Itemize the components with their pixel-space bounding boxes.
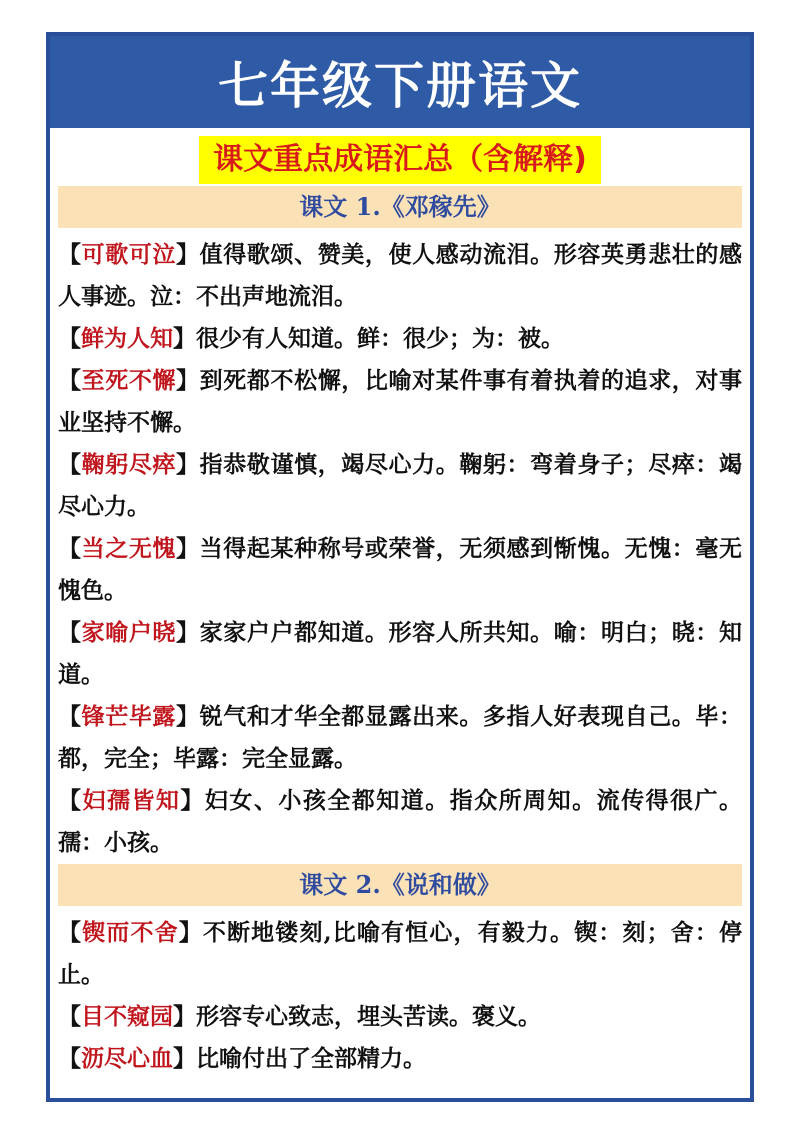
close-bracket: 】 <box>176 367 200 394</box>
idiom-term: 锲而不舍 <box>82 919 179 946</box>
page-subtitle: 课文重点成语汇总（含解释) <box>199 136 601 184</box>
section-header: 课文 1.《邓稼先》 <box>58 186 742 228</box>
subtitle-wrap <box>50 136 750 184</box>
open-bracket: 【 <box>58 1003 81 1030</box>
idiom-term: 鲜为人知 <box>81 325 173 352</box>
idiom-entry <box>58 696 742 780</box>
close-bracket: 】 <box>173 1003 196 1030</box>
close-bracket: 】 <box>173 1045 196 1072</box>
idiom-term: 可歌可泣 <box>81 241 177 268</box>
open-bracket: 【 <box>58 703 82 730</box>
idiom-term: 当之无愧 <box>81 535 177 562</box>
idiom-term: 家喻户晓 <box>81 619 177 646</box>
idiom-term: 妇孺皆知 <box>82 787 181 814</box>
open-bracket: 【 <box>58 619 82 646</box>
close-bracket: 】 <box>176 619 200 646</box>
page-title: 七年级下册语文 <box>218 57 582 115</box>
idiom-term: 锋芒毕露 <box>81 703 177 730</box>
content <box>58 186 742 1080</box>
idiom-definition: 到死都不松懈，比喻对某件事有着执着的追求，对事业坚持不懈。 <box>58 367 743 436</box>
close-bracket: 】 <box>176 535 200 562</box>
idiom-definition: 指恭敬谨慎，竭尽心力。鞠躬：弯着身子；尽瘁：竭尽心力。 <box>58 451 743 520</box>
idiom-entry <box>58 1038 742 1080</box>
idiom-entry <box>58 444 742 528</box>
close-bracket: 】 <box>176 451 200 478</box>
idiom-entry <box>58 528 742 612</box>
idiom-definition: 锐气和才华全都显露出来。多指人好表现自己。毕：都，完全；毕露：完全显露。 <box>58 703 743 772</box>
idiom-entry <box>58 996 742 1038</box>
idiom-entry <box>58 780 742 864</box>
section-header: 课文 2.《说和做》 <box>58 864 742 906</box>
close-bracket: 】 <box>178 919 203 946</box>
open-bracket: 【 <box>58 367 82 394</box>
idiom-term: 鞠躬尽瘁 <box>81 451 177 478</box>
idiom-entry <box>58 234 742 318</box>
idiom-term: 目不窥园 <box>81 1003 173 1030</box>
idiom-definition: 值得歌颂、赞美，使人感动流泪。形容英勇悲壮的感人事迹。泣：不出声地流泪。 <box>58 241 743 310</box>
open-bracket: 【 <box>58 241 82 268</box>
idiom-definition: 比喻付出了全部精力。 <box>196 1045 426 1072</box>
idiom-definition: 当得起某种称号或荣誉，无须感到惭愧。无愧：毫无愧色。 <box>58 535 743 604</box>
idiom-definition: 很少有人知道。鲜：很少；为：被。 <box>196 325 564 352</box>
idiom-term: 至死不懈 <box>81 367 177 394</box>
idiom-definition: 形容专心致志，埋头苦读。褒义。 <box>196 1003 541 1030</box>
open-bracket: 【 <box>58 451 82 478</box>
page-frame <box>46 32 754 1102</box>
open-bracket: 【 <box>58 919 83 946</box>
close-bracket: 】 <box>176 703 200 730</box>
idiom-entry <box>58 612 742 696</box>
close-bracket: 】 <box>180 787 205 814</box>
close-bracket: 】 <box>173 325 196 352</box>
idiom-entry <box>58 912 742 996</box>
idiom-definition: 家家户户都知道。形容人所共知。喻：明白；晓：知道。 <box>58 619 743 688</box>
idiom-definition: 妇女、小孩全都知道。指众所周知。流传得很广。孺：小孩。 <box>58 787 743 856</box>
idiom-entry <box>58 318 742 360</box>
close-bracket: 】 <box>176 241 200 268</box>
open-bracket: 【 <box>58 1045 81 1072</box>
open-bracket: 【 <box>58 535 82 562</box>
open-bracket: 【 <box>58 787 83 814</box>
idiom-entry <box>58 360 742 444</box>
title-banner <box>50 36 750 128</box>
open-bracket: 【 <box>58 325 81 352</box>
idiom-term: 沥尽心血 <box>81 1045 173 1072</box>
idiom-definition: 不断地镂刻,比喻有恒心，有毅力。锲：刻；舍：停止。 <box>58 919 743 988</box>
